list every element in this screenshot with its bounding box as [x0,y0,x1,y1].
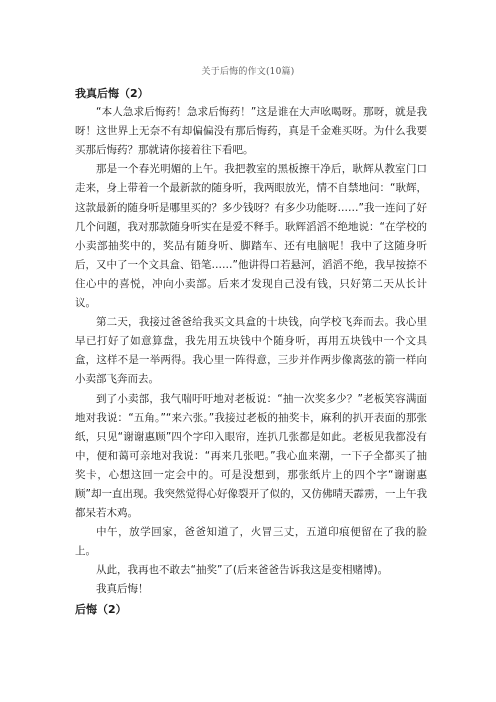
paragraph: 从此，我再也不敢去“抽奖”了(后来爸爸告诉我这是变相赌博)。 [96,564,389,577]
section-title: 我真后悔（2） [75,87,149,100]
section-title: 后悔（2） [75,602,127,616]
paragraph: 第二天，我接过爸爸给我买文具盒的十块钱，向学校飞奔而去。我心里早已打好了如意算盘，我先用五块钱中个随身听，再用五块钱中一个文具盒，这样不是一举两得。我心里一阵得意，三步并作两步像离弦的箭一样向小卖部飞奔而去。 [75,316,427,386]
paragraph: 我真后悔！ [96,583,149,596]
document-header: 关于后悔的作文(10篇) [201,67,295,77]
document-body [75,84,427,619]
paragraph: 到了小卖部，我气喘吁吁地对老板说：“抽一次奖多少？”老板笑容满面地对我说：“五角。”“来六张。”我接过老板的抽奖卡，麻利的扒开表面的那张纸，只见“谢谢惠顾”四个字印入眼帘，连扒几张都是如此。老板见我都没有中，便和蔼可亲地对我说：“再来几张吧。”我心血来潮，一下子全都买了抽奖卡，心想这回一定会中的。可是没想到，那张纸片上的四个字“谢谢惠顾”却一直出现。我突然觉得心好像裂开了似的，又仿佛晴天霹雳，一上午我都呆若木鸡。 [75,392,427,520]
paragraph: “本人急求后悔药！急求后悔药！”这是谁在大声吆喝呀。那呀，就是我呀！这世界上无奈不有却偏偏没有那后悔药，真是千金难买呀。为什么我要买那后悔药？那就请你接着往下看吧。 [75,106,427,157]
paragraph: 中午，放学回家，爸爸知道了，火冒三丈，五道印痕便留在了我的脸上。 [75,526,427,558]
paragraph: 那是一个春光明媚的上午。我把教室的黑板擦干净后，耿辉从教室门口走来，身上带着一个最新款的随身听，我两眼放光，情不自禁地问：“耿辉，这款最新的随身听是哪里买的？多少钱呀？有多少功能呀……”我一连问了好几个问题，我对那款随身听实在是爱不释手。耿辉滔滔不绝地说：“在学校的小卖部抽奖中的，奖品有随身听、脚踏车、还有电脑呢！我中了这随身听后，又中了一个文具盒、铅笔……”他讲得口若悬河，滔滔不绝，我早按捺不住心中的喜悦，冲向小卖部。后来才发现自己没有钱，只好第二天从长计议。 [75,163,427,310]
